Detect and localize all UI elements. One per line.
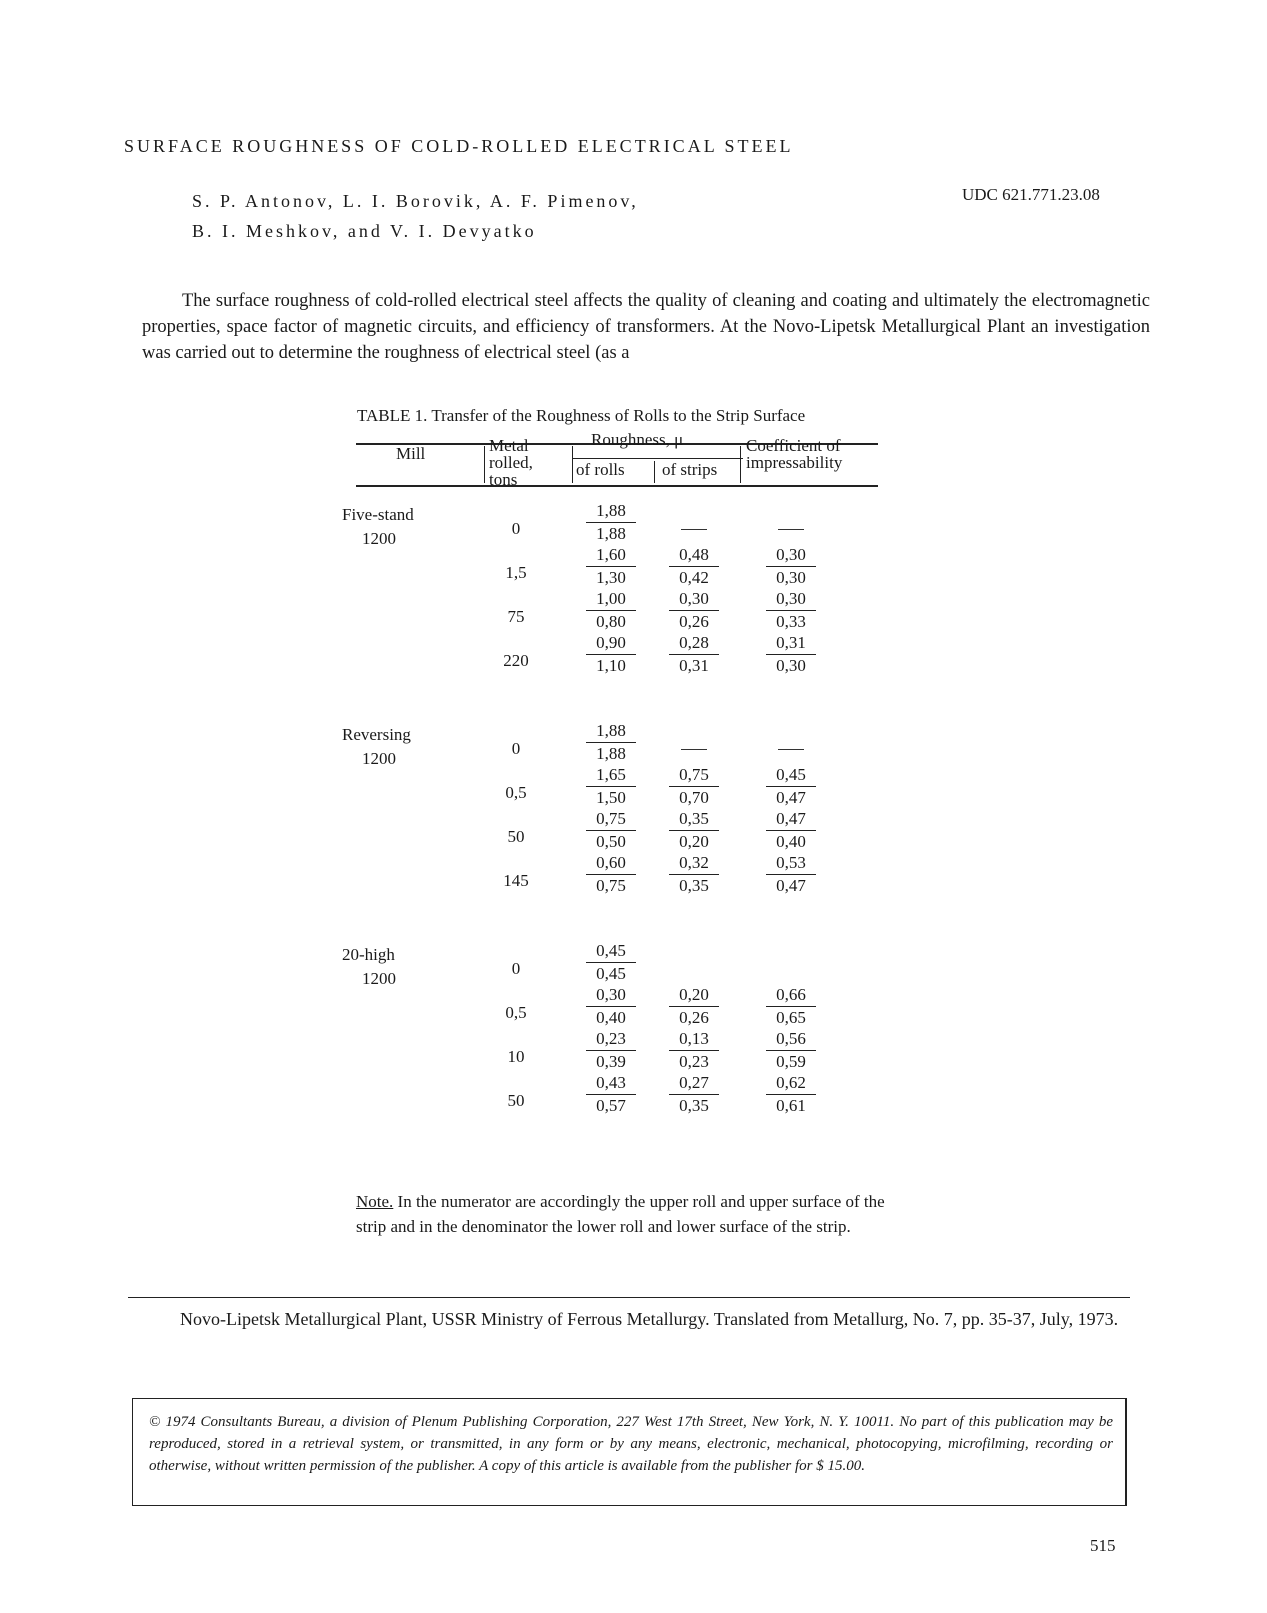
rolls-fraction bbox=[586, 941, 636, 984]
coef-dash bbox=[778, 749, 804, 750]
header-coef-line-2: impressability bbox=[746, 453, 843, 472]
coef-fraction-numerator: 0,56 bbox=[766, 1029, 816, 1051]
header-mill: Mill bbox=[396, 444, 426, 463]
strips-fraction bbox=[669, 633, 719, 676]
coef-fraction bbox=[766, 853, 816, 896]
strips-fraction bbox=[669, 1029, 719, 1072]
rolls-fraction-numerator: 0,90 bbox=[586, 633, 636, 655]
rolls-fraction-numerator: 1,88 bbox=[586, 501, 636, 523]
mill-name-line-1: Five-stand bbox=[342, 505, 414, 524]
coef-dash bbox=[778, 529, 804, 530]
tons-value: 0 bbox=[511, 519, 521, 538]
rolls-fraction-numerator: 0,43 bbox=[586, 1073, 636, 1095]
rolls-fraction bbox=[586, 721, 636, 764]
strips-fraction-denominator: 0,35 bbox=[679, 876, 709, 895]
rolls-fraction-denominator: 1,88 bbox=[596, 524, 626, 543]
rolls-fraction bbox=[586, 545, 636, 588]
mill-name-line-2: 1200 bbox=[362, 969, 396, 988]
header-coef-line-1: Coefficient of bbox=[746, 436, 841, 455]
authors-line-1: S. P. Antonov, L. I. Borovik, A. F. Pimenov, bbox=[192, 191, 639, 211]
coef-fraction-denominator: 0,40 bbox=[776, 832, 806, 851]
coef-fraction bbox=[766, 809, 816, 852]
rolls-fraction bbox=[586, 765, 636, 808]
coef-fraction bbox=[766, 545, 816, 588]
rolls-fraction-numerator: 0,23 bbox=[586, 1029, 636, 1051]
authors-line-2: B. I. Meshkov, and V. I. Devyatko bbox=[192, 221, 537, 241]
strips-fraction-denominator: 0,31 bbox=[679, 656, 709, 675]
tons-value: 50 bbox=[507, 827, 525, 846]
affiliation bbox=[140, 1306, 1130, 1333]
roughness-table bbox=[342, 430, 908, 1155]
rolls-fraction-numerator: 0,75 bbox=[586, 809, 636, 831]
strips-fraction-numerator: 0,13 bbox=[669, 1029, 719, 1051]
coef-fraction-denominator: 0,30 bbox=[776, 568, 806, 587]
rolls-fraction bbox=[586, 985, 636, 1028]
intro-text: The surface roughness of cold-rolled electrical steel affects the quality of cleaning and coating and ultimately the electromagnetic properties, space factor of magnetic circuits, and efficiency of transformers. At the Novo-Lipetsk Metallurgical Plant an investigation was carried out to determine the roughness of electrical steel (as a bbox=[142, 291, 1150, 363]
rolls-fraction bbox=[586, 853, 636, 896]
strips-fraction bbox=[669, 765, 719, 808]
rolls-fraction-numerator: 0,60 bbox=[586, 853, 636, 875]
coef-fraction bbox=[766, 1073, 816, 1116]
rolls-fraction-numerator: 1,65 bbox=[586, 765, 636, 787]
rolls-fraction-numerator: 0,30 bbox=[586, 985, 636, 1007]
coef-fraction-numerator: 0,47 bbox=[766, 809, 816, 831]
tons-value: 145 bbox=[503, 871, 529, 890]
rolls-fraction bbox=[586, 501, 636, 544]
copyright-text: © 1974 Consultants Bureau, a division of Plenum Publishing Corporation, 227 West 17th Street, New York, N. Y. 10011. No part of this publication may be reproduced, stored in a retrieval system, or transmitted, in any form or by any means, electronic, mechanical, photocopying, microfilming, recording or otherwise, without written permission of the publisher. A copy of this article is available from the publisher for $ 15.00. bbox=[149, 1414, 1113, 1474]
coef-fraction-numerator: 0,30 bbox=[766, 545, 816, 567]
coef-fraction bbox=[766, 1029, 816, 1072]
roughness-subrule bbox=[573, 458, 743, 459]
table-note bbox=[356, 1189, 916, 1239]
coef-fraction-denominator: 0,47 bbox=[776, 876, 806, 895]
page-number: 515 bbox=[1090, 1536, 1116, 1555]
intro-paragraph bbox=[142, 288, 1150, 366]
strips-fraction-numerator: 0,28 bbox=[669, 633, 719, 655]
header-of-rolls: of rolls bbox=[576, 460, 625, 479]
strips-dash bbox=[681, 529, 707, 530]
strips-fraction bbox=[669, 853, 719, 896]
strips-fraction bbox=[669, 809, 719, 852]
mill-name-line-2: 1200 bbox=[362, 529, 396, 548]
tons-value: 0 bbox=[511, 959, 521, 978]
header-metal-line-3: tons bbox=[489, 470, 518, 489]
strips-fraction-numerator: 0,35 bbox=[669, 809, 719, 831]
tons-value: 0 bbox=[511, 739, 521, 758]
tons-value: 50 bbox=[507, 1091, 525, 1110]
rolls-fraction-numerator: 0,45 bbox=[586, 941, 636, 963]
strips-fraction-numerator: 0,32 bbox=[669, 853, 719, 875]
coef-fraction bbox=[766, 633, 816, 676]
strips-fraction bbox=[669, 545, 719, 588]
strips-fraction-numerator: 0,20 bbox=[669, 985, 719, 1007]
rolls-fraction bbox=[586, 633, 636, 676]
strips-fraction bbox=[669, 589, 719, 632]
rolls-fraction-denominator: 0,39 bbox=[596, 1052, 626, 1071]
mill-name-line-1: 20-high bbox=[342, 945, 395, 964]
coef-fraction-numerator: 0,53 bbox=[766, 853, 816, 875]
coef-fraction-numerator: 0,66 bbox=[766, 985, 816, 1007]
tons-value: 1,5 bbox=[505, 563, 527, 582]
header-metal-rolled bbox=[489, 437, 533, 488]
table-header-bottom-rule bbox=[356, 485, 878, 487]
coef-fraction-denominator: 0,61 bbox=[776, 1096, 806, 1115]
coef-fraction-denominator: 0,30 bbox=[776, 656, 806, 675]
strips-fraction-numerator: 0,27 bbox=[669, 1073, 719, 1095]
mill-name-line-2: 1200 bbox=[362, 749, 396, 768]
rolls-fraction-denominator: 1,30 bbox=[596, 568, 626, 587]
note-text: In the numerator are accordingly the upper roll and upper surface of the strip and in the denominator the lower roll and lower surface of the strip. bbox=[356, 1192, 885, 1236]
rolls-fraction-denominator: 1,50 bbox=[596, 788, 626, 807]
rolls-fraction-numerator: 1,60 bbox=[586, 545, 636, 567]
rolls-fraction-numerator: 1,00 bbox=[586, 589, 636, 611]
coef-fraction bbox=[766, 985, 816, 1028]
udc-code: UDC 621.771.23.08 bbox=[962, 185, 1100, 204]
coef-fraction-denominator: 0,65 bbox=[776, 1008, 806, 1027]
tons-value: 0,5 bbox=[505, 783, 527, 802]
note-label: Note. bbox=[356, 1192, 394, 1211]
rolls-fraction-denominator: 0,50 bbox=[596, 832, 626, 851]
coef-fraction-denominator: 0,59 bbox=[776, 1052, 806, 1071]
header-divider-3 bbox=[654, 461, 655, 483]
affiliation-text: Novo-Lipetsk Metallurgical Plant, USSR Ministry of Ferrous Metallurgy. Translated from Metallurg, No. 7, pp. 35-37, July, 1973. bbox=[180, 1309, 1119, 1329]
rolls-fraction-denominator: 1,88 bbox=[596, 744, 626, 763]
header-divider-1 bbox=[484, 446, 485, 483]
strips-fraction-denominator: 0,26 bbox=[679, 612, 709, 631]
strips-fraction-denominator: 0,70 bbox=[679, 788, 709, 807]
rolls-fraction-denominator: 0,57 bbox=[596, 1096, 626, 1115]
mill-name bbox=[342, 723, 411, 771]
header-metal-line-1: Metal bbox=[489, 436, 529, 455]
coef-fraction-numerator: 0,62 bbox=[766, 1073, 816, 1095]
coef-fraction bbox=[766, 765, 816, 808]
tons-value: 0,5 bbox=[505, 1003, 527, 1022]
strips-fraction-numerator: 0,75 bbox=[669, 765, 719, 787]
strips-dash bbox=[681, 749, 707, 750]
rolls-fraction bbox=[586, 1073, 636, 1116]
copyright-box bbox=[132, 1398, 1127, 1506]
mill-name-line-1: Reversing bbox=[342, 725, 411, 744]
strips-fraction-numerator: 0,30 bbox=[669, 589, 719, 611]
footnote-rule bbox=[128, 1297, 1130, 1298]
coef-fraction-denominator: 0,47 bbox=[776, 788, 806, 807]
rolls-fraction-numerator: 1,88 bbox=[586, 721, 636, 743]
rolls-fraction bbox=[586, 589, 636, 632]
strips-fraction-denominator: 0,23 bbox=[679, 1052, 709, 1071]
tons-value: 220 bbox=[503, 651, 529, 670]
coef-fraction-denominator: 0,33 bbox=[776, 612, 806, 631]
header-roughness: Roughness, μ bbox=[591, 430, 684, 449]
coef-fraction-numerator: 0,30 bbox=[766, 589, 816, 611]
header-metal-line-2: rolled, bbox=[489, 453, 533, 472]
tons-value: 10 bbox=[507, 1047, 525, 1066]
rolls-fraction bbox=[586, 1029, 636, 1072]
rolls-fraction-denominator: 0,40 bbox=[596, 1008, 626, 1027]
rolls-fraction-denominator: 0,75 bbox=[596, 876, 626, 895]
strips-fraction bbox=[669, 985, 719, 1028]
coef-fraction-numerator: 0,45 bbox=[766, 765, 816, 787]
header-divider-4 bbox=[740, 446, 741, 483]
article-title: SURFACE ROUGHNESS OF COLD-ROLLED ELECTRICAL STEEL bbox=[124, 136, 794, 156]
rolls-fraction-denominator: 0,80 bbox=[596, 612, 626, 631]
header-of-strips: of strips bbox=[662, 460, 718, 479]
rolls-fraction bbox=[586, 809, 636, 852]
rolls-fraction-denominator: 0,45 bbox=[596, 964, 626, 983]
rolls-fraction-denominator: 1,10 bbox=[596, 656, 626, 675]
mill-name bbox=[342, 943, 396, 991]
strips-fraction-denominator: 0,42 bbox=[679, 568, 709, 587]
strips-fraction-denominator: 0,26 bbox=[679, 1008, 709, 1027]
header-coefficient bbox=[746, 437, 842, 471]
authors bbox=[192, 186, 639, 246]
strips-fraction bbox=[669, 1073, 719, 1116]
coef-fraction-numerator: 0,31 bbox=[766, 633, 816, 655]
strips-fraction-denominator: 0,35 bbox=[679, 1096, 709, 1115]
mill-name bbox=[342, 503, 414, 551]
tons-value: 75 bbox=[507, 607, 525, 626]
coef-fraction bbox=[766, 589, 816, 632]
strips-fraction-denominator: 0,20 bbox=[679, 832, 709, 851]
strips-fraction-numerator: 0,48 bbox=[669, 545, 719, 567]
table-caption: TABLE 1. Transfer of the Roughness of Rolls to the Strip Surface bbox=[357, 406, 806, 425]
header-divider-2 bbox=[572, 446, 573, 483]
